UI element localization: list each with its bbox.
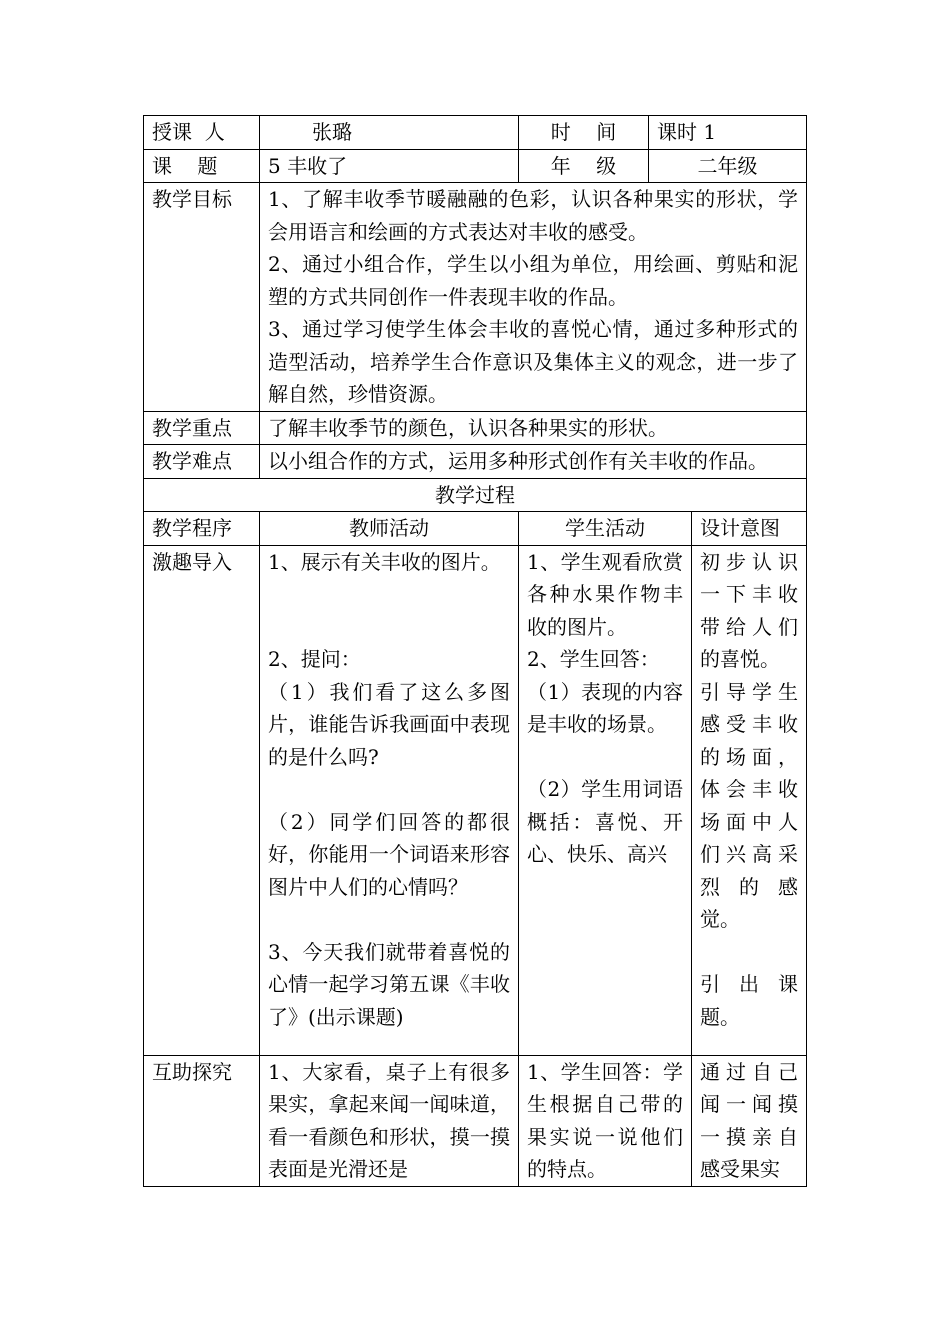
topic-label: 课 题 [144, 149, 260, 183]
header-row-2 [144, 149, 807, 183]
design-intent-line: 初步认识一下丰收带给人们的喜悦。 [700, 549, 798, 671]
student-activity-line: （1）表现的内容是丰收的场景。 [527, 679, 683, 736]
difficulty-text: 以小组合作的方式，运用多种形式创作有关丰收的作品。 [260, 445, 807, 479]
topic-value: 5 丰收了 [260, 149, 519, 183]
student-activity-cell [519, 545, 692, 1055]
teacher-activity-line: 2、提问： [268, 647, 361, 671]
stage-cell: 互助探究 [144, 1055, 260, 1186]
design-intent-cell: 通过自己闻一闻摸一摸亲自感受果实 [692, 1055, 807, 1186]
student-activity-line: 2、学生回答： [527, 647, 660, 671]
goal-item: 2、通过小组合作，学生以小组为单位，用绘画、剪贴和泥塑的方式共同创作一件表现丰收的作品。 [268, 252, 798, 309]
key-point-text: 了解丰收季节的颜色，认识各种果实的形状。 [260, 411, 807, 445]
teacher-activity-line: 3、今天我们就带着喜悦的心情一起学习第五课《丰收了》(出示课题) [268, 939, 510, 1029]
process-header-row [144, 512, 807, 546]
difficulty-label: 教学难点 [144, 445, 260, 479]
blank-line [527, 741, 683, 774]
column-header-stage: 教学程序 [144, 512, 260, 546]
student-activity-cell: 1、学生回答：学生根据自己带的果实说一说他们的特点。 [519, 1055, 692, 1186]
teacher-name: 张璐 [260, 116, 519, 150]
teacher-activity-line: （1）我们看了这么多图片，谁能告诉我画面中表现的是什么吗? [268, 679, 510, 769]
column-header-teacher: 教师活动 [260, 512, 519, 546]
design-intent-cell [692, 545, 807, 1055]
blank-line [268, 578, 510, 611]
column-header-student: 学生活动 [519, 512, 692, 546]
lesson-plan-table [143, 115, 807, 1187]
goals-content [260, 183, 807, 412]
student-activity-line: （2）学生用词语概括：喜悦、开心、快乐、高兴 [527, 777, 683, 866]
process-title: 教学过程 [144, 478, 807, 512]
difficulty-row [144, 445, 807, 479]
key-point-row [144, 411, 807, 445]
teacher-label: 授课 人 [144, 116, 260, 150]
header-row-1 [144, 116, 807, 150]
goal-item: 1、了解丰收季节暖融融的色彩，认识各种果实的形状，学会用语言和绘画的方式表达对丰收的感受。 [268, 187, 798, 244]
goals-label: 教学目标 [144, 183, 260, 412]
blank-line [268, 611, 510, 644]
blank-line [268, 773, 510, 806]
blank-line [700, 936, 798, 969]
process-title-row [144, 478, 807, 512]
teacher-activity-line: （2）同学们回答的都很好，你能用一个词语来形容图片中人们的心情吗？ [268, 809, 510, 899]
design-intent-line: 引出课题。 [700, 972, 798, 1029]
design-intent-line: 引导学生感受丰收的场面，体会丰收场面中人们兴高采烈的感觉。 [700, 679, 798, 931]
teacher-activity-cell: 1、大家看，桌子上有很多果实，拿起来闻一闻味道，看一看颜色和形状，摸一摸表面是光滑还是 [260, 1055, 519, 1186]
goal-item: 3、通过学习使学生体会丰收的喜悦心情，通过多种形式的造型活动，培养学生合作意识及集体主义的观念，进一步了解自然，珍惜资源。 [268, 317, 798, 406]
column-header-intent: 设计意图 [692, 512, 807, 546]
process-row-intro [144, 545, 807, 1055]
blank-line [268, 903, 510, 936]
student-activity-line: 1、学生观看欣赏各种水果作物丰收的图片。 [527, 549, 683, 639]
goals-row [144, 183, 807, 412]
grade-value: 二年级 [649, 149, 807, 183]
teacher-activity-cell [260, 545, 519, 1055]
time-label: 时 间 [519, 116, 649, 150]
teacher-activity-line: 1、展示有关丰收的图片。 [268, 549, 501, 574]
stage-cell: 激趣导入 [144, 545, 260, 1055]
time-value: 课时 1 [649, 116, 807, 150]
key-point-label: 教学重点 [144, 411, 260, 445]
grade-label: 年 级 [519, 149, 649, 183]
process-row-explore [144, 1055, 807, 1186]
